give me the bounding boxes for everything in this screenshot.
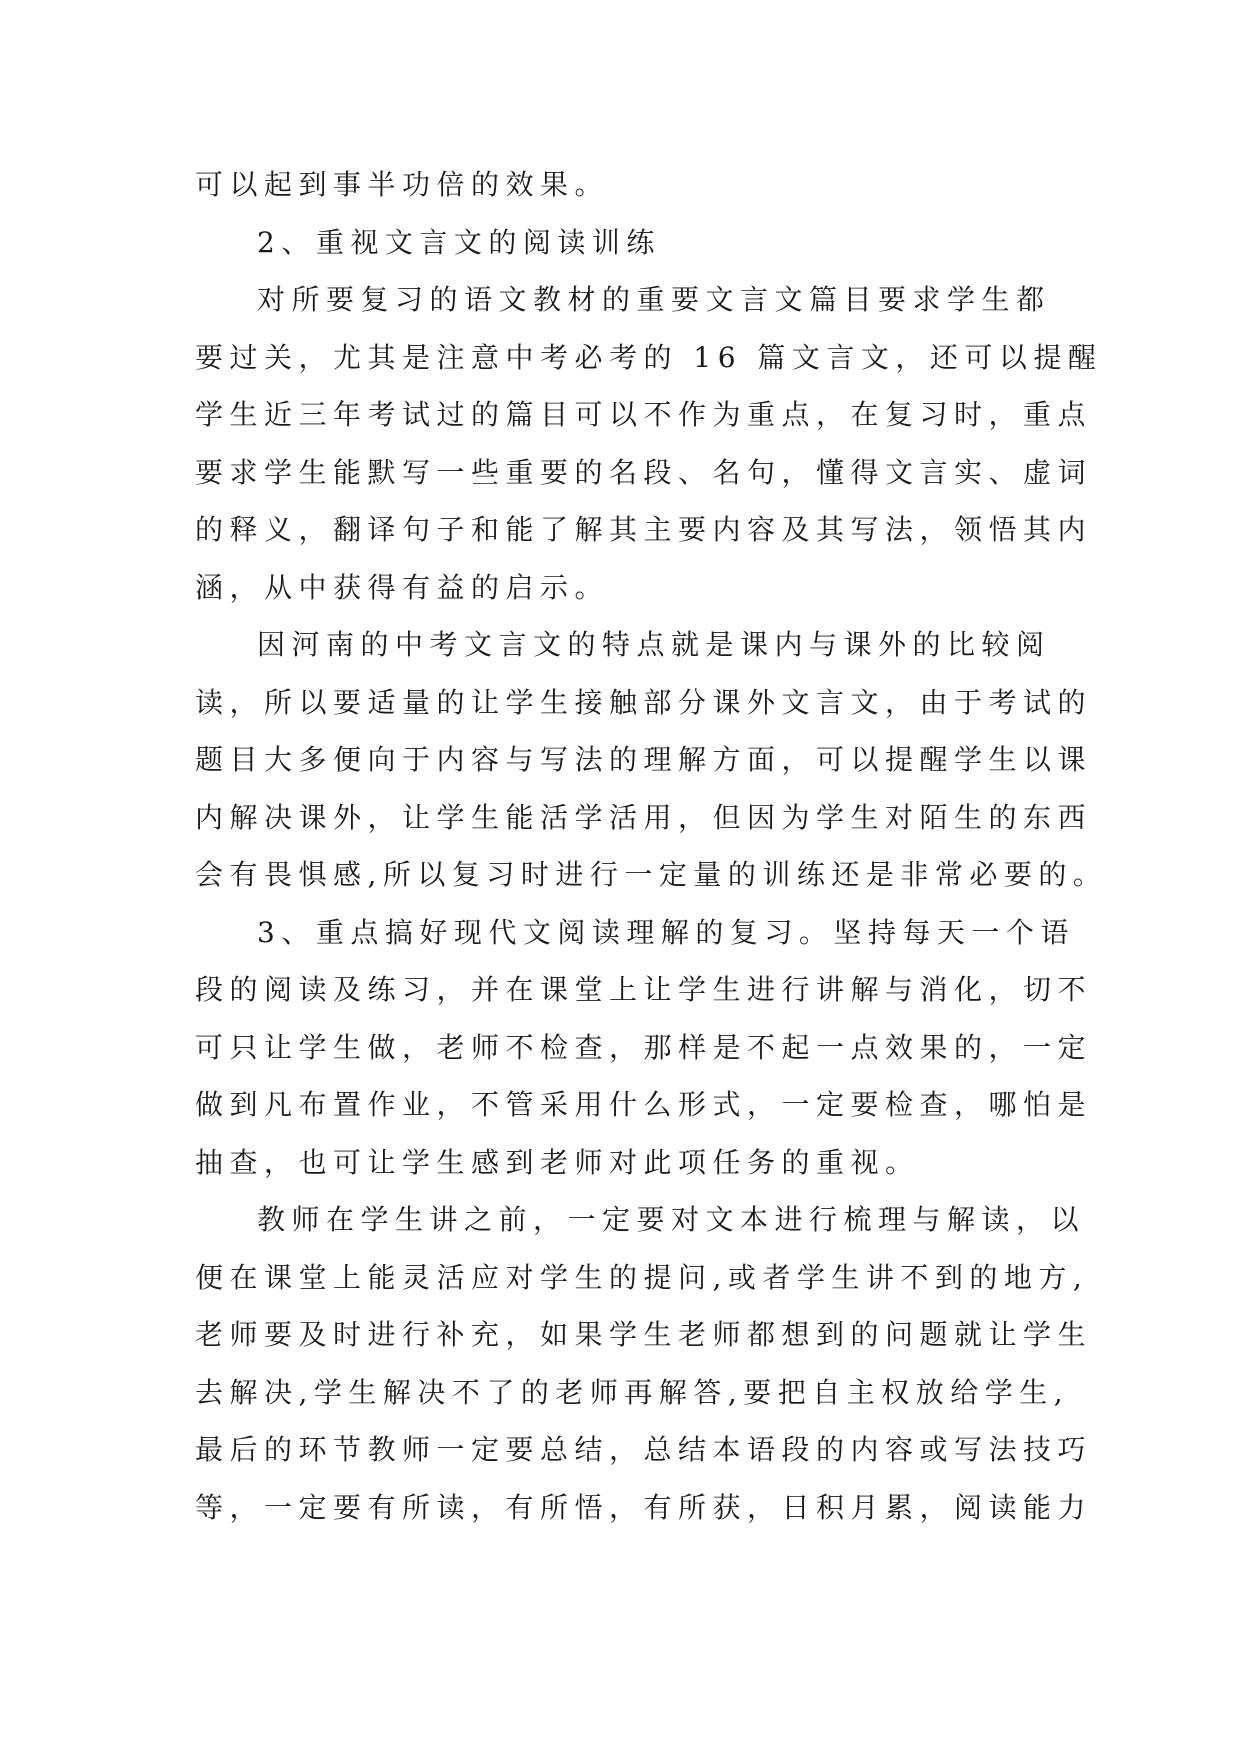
text-line: 读，所以要适量的让学生接触部分课外文言文，由于考试的 [195,685,1093,719]
text-line: 要过关，尤其是注意中考必考的 16 篇文言文，还可以提醒 [195,340,1103,374]
section-heading: 3、重点搞好现代文阅读理解的复习。坚持每天一个语 [257,915,1075,949]
text-line: 对所要复习的语文教材的重要文言文篇目要求学生都 [257,283,1051,316]
text-line: 做到凡布置作业，不管采用什么形式，一定要检查，哪怕是 [195,1088,1093,1121]
text-line: 内解决课外，让学生能活学活用，但因为学生对陌生的东西 [195,800,1093,834]
text-line: 可以起到事半功倍的效果。 [195,168,610,201]
text-line: 可只让学生做，老师不检查，那样是不起一点效果的，一定 [195,1030,1093,1064]
text-line: 涵，从中获得有益的启示。 [195,570,610,604]
text-line: 因河南的中考文言文的特点就是课内与课外的比较阅 [257,628,1051,661]
text-line: 便在课堂上能灵活应对学生的提问,或者学生讲不到的地方, [195,1260,1089,1294]
document-body [195,156,1108,1536]
text-line: 老师要及时进行补充，如果学生老师都想到的问题就让学生 [195,1318,1093,1351]
text-line: 题目大多便向于内容与写法的理解方面，可以提醒学生以课 [195,743,1093,776]
section-heading: 2、重视文言文的阅读训练 [257,225,661,259]
text-line: 教师在学生讲之前，一定要对文本进行梳理与解读，以 [257,1203,1086,1236]
text-line: 等，一定要有所读，有所悟，有所获，日积月累，阅读能力 [195,1490,1093,1524]
text-line: 去解决,学生解决不了的老师再解答,要把自主权放给学生, [195,1375,1070,1409]
text-line: 学生近三年考试过的篇目可以不作为重点，在复习时，重点 [195,398,1093,431]
text-line: 段的阅读及练习，并在课堂上让学生进行讲解与消化，切不 [195,973,1093,1006]
text-line: 最后的环节教师一定要总结，总结本语段的内容或写法技巧 [195,1433,1093,1466]
text-line: 会有畏惧感,所以复习时进行一定量的训练还是非常必要的。 [195,858,1108,891]
text-line: 的释义，翻译句子和能了解其主要内容及其写法，领悟其内 [195,513,1093,546]
text-line: 抽查，也可让学生感到老师对此项任务的重视。 [195,1145,920,1179]
text-line: 要求学生能默写一些重要的名段、名句，懂得文言实、虚词 [195,455,1093,489]
